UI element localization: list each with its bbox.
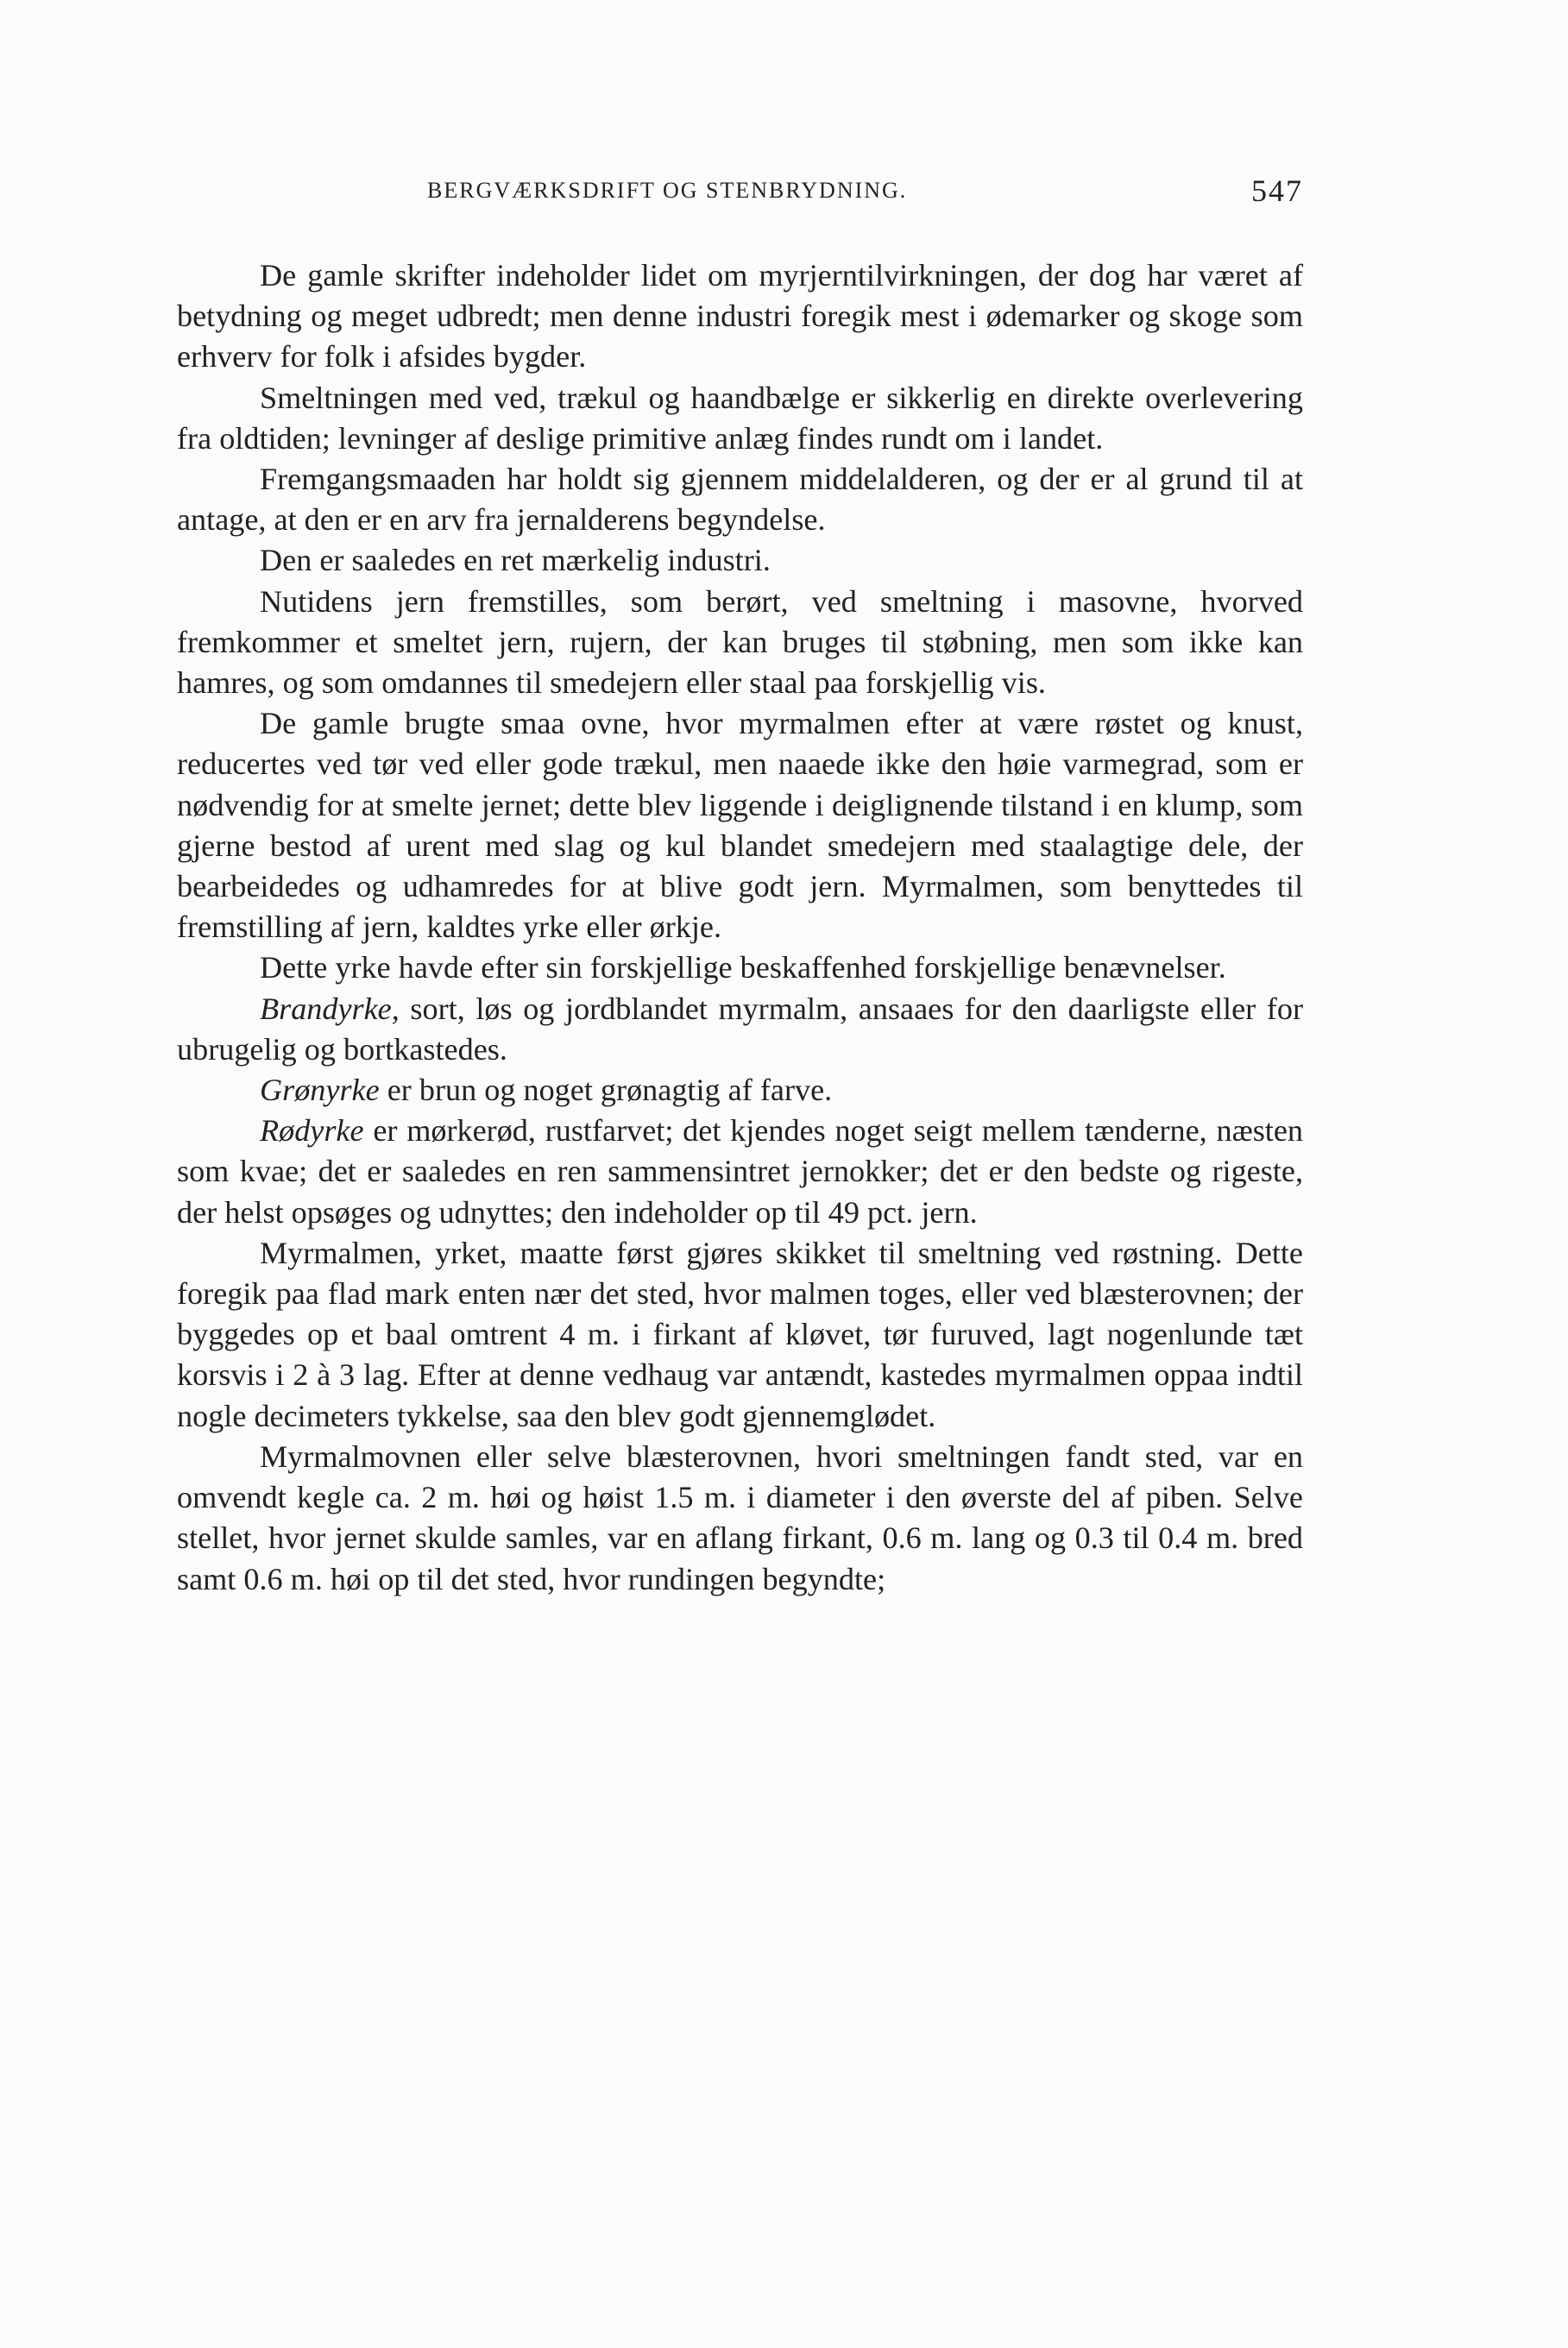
page-number: 547	[1251, 173, 1303, 208]
paragraph	[177, 255, 1303, 378]
paragraph	[177, 1233, 1303, 1437]
paragraph-text: Dette yrke havde efter sin forskjellige beskaffenhed forskjellige benævnelser.	[260, 950, 1226, 985]
paragraph-text: De gamle skrifter indeholder lidet om myrjerntilvirkningen, der dog har været af betydning og meget udbredt; men denne industri foregik mest i ødemarker og skoge som erhverv for folk i afsides bygder.	[177, 258, 1303, 375]
paragraph-text: De gamle brugte smaa ovne, hvor myrmalmen efter at være røstet og knust, reducertes ved tør ved eller gode trækul, men naaede ikke den høie varmegrad, som er nødvendig for at smelte jernet; dette blev liggende i deiglignende tilstand i en klump, som gjerne bestod af urent med slag og kul blandet smedejern med staalagtige dele, der bearbeidedes og udhamredes for at blive godt jern. Myrmalmen, som benyttedes til fremstilling af jern, kaldtes yrke eller ørkje.	[177, 706, 1303, 945]
body-text	[177, 255, 1303, 1600]
paragraph	[177, 703, 1303, 947]
paragraph-text: er brun og noget grønagtig af farve.	[379, 1073, 833, 1108]
paragraph	[177, 1070, 1303, 1111]
paragraph-text: sort, løs og jordblandet myrmalm, ansaaes for den daarligste eller for ubrugelig og bortkastedes.	[177, 991, 1303, 1067]
term-brandyrke: Brandyrke,	[260, 991, 400, 1026]
paragraph	[177, 540, 1303, 581]
running-title: BERGVÆRKSDRIFT OG STENBRYDNING.	[427, 178, 908, 203]
paragraph	[177, 378, 1303, 459]
paragraph	[177, 1437, 1303, 1600]
paragraph-text: er mørkerød, rustfarvet; det kjendes noget seigt mellem tænderne, næsten som kvae; det er saaledes en ren sammensintret jernokker; det er den bedste og rigeste, der helst opsøges og udnyttes; den indeholder op til 49 pct. jern.	[177, 1113, 1303, 1230]
paragraph	[177, 1111, 1303, 1233]
paragraph	[177, 582, 1303, 704]
paragraph-text: Den er saaledes en ret mærkelig industri.	[260, 543, 771, 578]
term-rodyrke: Rødyrke	[260, 1113, 364, 1149]
paragraph	[177, 459, 1303, 540]
term-gronyrke: Grønyrke	[260, 1073, 380, 1108]
paragraph	[177, 947, 1303, 988]
paragraph-text: Nutidens jern fremstilles, som berørt, ved smeltning i masovne, hvorved fremkommer et smeltet jern, rujern, der kan bruges til støbning, men som ikke kan hamres, og som omdannes til smedejern eller staal paa forskjellig vis.	[177, 583, 1303, 701]
page-header	[177, 173, 1303, 212]
paragraph-text: Myrmalmovnen eller selve blæsterovnen, hvori smeltningen fandt sted, var en omvendt kegle ca. 2 m. høi og høist 1.5 m. i diameter i den øverste del af piben. Selve stellet, hvor jernet skulde samles, var en aflang firkant, 0.6 m. lang og 0.3 til 0.4 m. bred samt 0.6 m. høi op til det sted, hvor rundingen begyndte;	[177, 1438, 1303, 1596]
paragraph-text: Fremgangsmaaden har holdt sig gjennem middelalderen, og der er al grund til at antage, at den er en arv fra jernalderens begyndelse.	[177, 462, 1303, 538]
paragraph-text: Myrmalmen, yrket, maatte først gjøres skikket til smeltning ved røstning. Dette foregik paa flad mark enten nær det sted, hvor malmen toges, eller ved blæsterovnen; der byggedes op et baal omtrent 4 m. i firkant af kløvet, tør furuved, lagt nogenlunde tæt korsvis i 2 à 3 lag. Efter at denne vedhaug var antændt, kastedes myrmalmen oppaa indtil nogle decimeters tykkelse, saa den blev godt gjennemglødet.	[177, 1235, 1303, 1433]
paragraph	[177, 989, 1303, 1070]
paragraph-text: Smeltningen med ved, trækul og haandbælge er sikkerlig en direkte overlevering fra oldtiden; levninger af deslige primitive anlæg findes rundt om i landet.	[177, 380, 1303, 456]
